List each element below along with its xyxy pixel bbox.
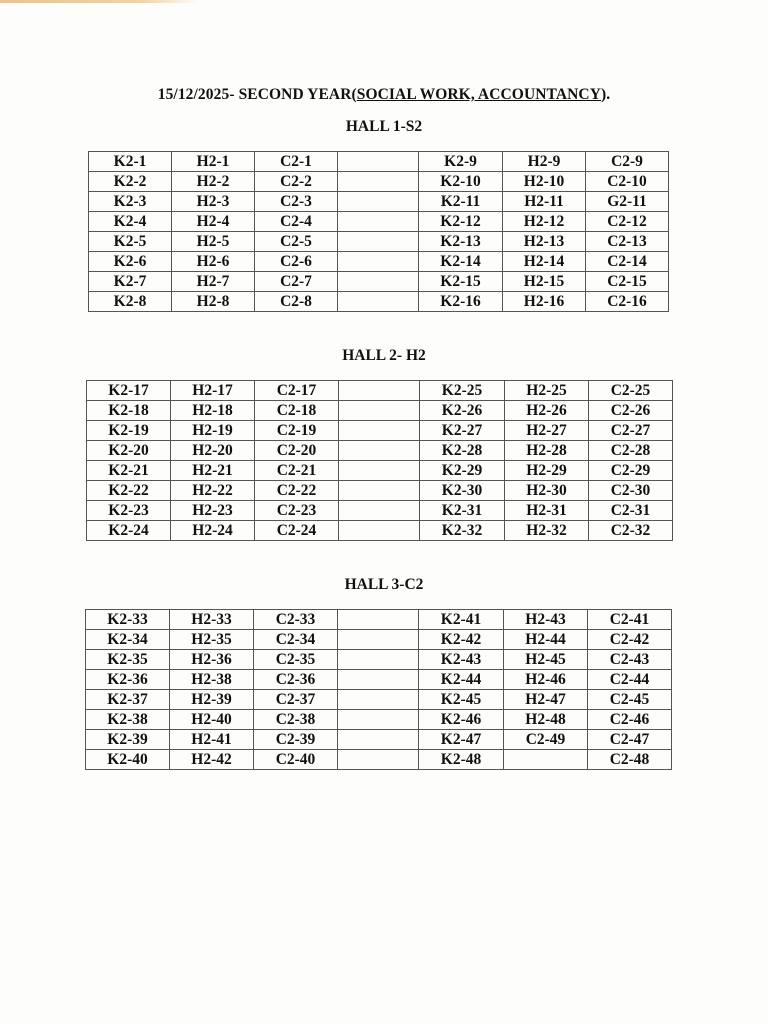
seat-cell: C2-40 bbox=[254, 750, 338, 770]
seat-cell: C2-25 bbox=[589, 381, 673, 401]
seat-cell: H2-2 bbox=[172, 172, 255, 192]
seat-cell: K2-3 bbox=[89, 192, 172, 212]
seat-cell: K2-9 bbox=[419, 152, 503, 172]
seat-cell: H2-11 bbox=[503, 192, 586, 212]
seat-cell: C2-38 bbox=[254, 710, 338, 730]
seat-cell: C2-18 bbox=[255, 401, 339, 421]
seat-cell: K2-35 bbox=[86, 650, 170, 670]
seat-cell: H2-10 bbox=[503, 172, 586, 192]
seat-cell: C2-34 bbox=[254, 630, 338, 650]
seat-cell: H2-26 bbox=[505, 401, 589, 421]
seat-cell: K2-48 bbox=[419, 750, 504, 770]
seat-cell: C2-39 bbox=[254, 730, 338, 750]
seat-cell: C2-31 bbox=[589, 501, 673, 521]
seat-cell: C2-30 bbox=[589, 481, 673, 501]
seat-cell: H2-39 bbox=[170, 690, 254, 710]
page-title-prefix: 15/12/2025- SECOND YEAR( bbox=[157, 86, 357, 103]
page-title-subjects: SOCIAL WORK, ACCOUNTANCY bbox=[356, 86, 602, 103]
seat-cell: H2-35 bbox=[170, 630, 254, 650]
separator-cell bbox=[339, 481, 420, 501]
seat-cell: K2-27 bbox=[420, 421, 505, 441]
seat-cell: H2-41 bbox=[170, 730, 254, 750]
seat-cell: C2-35 bbox=[254, 650, 338, 670]
table-row bbox=[87, 501, 673, 521]
seat-cell: H2-48 bbox=[504, 710, 588, 730]
seat-cell: K2-38 bbox=[86, 710, 170, 730]
seat-cell: H2-25 bbox=[505, 381, 589, 401]
separator-cell bbox=[338, 252, 419, 272]
seat-cell: K2-31 bbox=[420, 501, 505, 521]
seat-cell: C2-42 bbox=[588, 630, 672, 650]
hall-2-seating-table bbox=[86, 380, 673, 541]
seat-cell: H2-18 bbox=[171, 401, 255, 421]
seat-cell: C2-9 bbox=[586, 152, 669, 172]
seat-cell: K2-36 bbox=[86, 670, 170, 690]
seat-cell: C2-17 bbox=[255, 381, 339, 401]
seat-cell: C2-14 bbox=[586, 252, 669, 272]
seat-cell: H2-5 bbox=[172, 232, 255, 252]
table-row bbox=[87, 441, 673, 461]
seat-cell: H2-42 bbox=[170, 750, 254, 770]
table-row bbox=[89, 172, 669, 192]
table-row bbox=[89, 292, 669, 312]
table-row bbox=[86, 610, 672, 630]
seat-cell: H2-19 bbox=[171, 421, 255, 441]
seat-cell: H2-22 bbox=[171, 481, 255, 501]
seat-cell: K2-19 bbox=[87, 421, 171, 441]
table-row bbox=[89, 192, 669, 212]
seat-cell: C2-47 bbox=[588, 730, 672, 750]
table-row bbox=[87, 461, 673, 481]
seat-cell: H2-17 bbox=[171, 381, 255, 401]
separator-cell bbox=[338, 750, 419, 770]
seat-cell: H2-13 bbox=[503, 232, 586, 252]
seat-cell: H2-44 bbox=[504, 630, 588, 650]
seat-cell: C2-23 bbox=[255, 501, 339, 521]
separator-cell bbox=[338, 730, 419, 750]
seat-cell: C2-43 bbox=[588, 650, 672, 670]
seat-cell: C2-7 bbox=[255, 272, 338, 292]
separator-cell bbox=[339, 381, 420, 401]
seat-cell: H2-23 bbox=[171, 501, 255, 521]
seat-cell: C2-44 bbox=[588, 670, 672, 690]
seat-cell bbox=[504, 750, 588, 770]
table-row bbox=[86, 650, 672, 670]
seat-cell: C2-13 bbox=[586, 232, 669, 252]
seat-cell: K2-46 bbox=[419, 710, 504, 730]
seat-cell: C2-2 bbox=[255, 172, 338, 192]
seat-cell: H2-43 bbox=[504, 610, 588, 630]
separator-cell bbox=[338, 670, 419, 690]
seat-cell: K2-33 bbox=[86, 610, 170, 630]
seat-cell: K2-13 bbox=[419, 232, 503, 252]
seat-cell: H2-28 bbox=[505, 441, 589, 461]
separator-cell bbox=[338, 172, 419, 192]
seat-cell: C2-32 bbox=[589, 521, 673, 541]
seat-cell: C2-10 bbox=[586, 172, 669, 192]
seat-cell: H2-40 bbox=[170, 710, 254, 730]
seat-cell: K2-1 bbox=[89, 152, 172, 172]
seat-cell: K2-26 bbox=[420, 401, 505, 421]
table-row bbox=[87, 521, 673, 541]
seat-cell: K2-2 bbox=[89, 172, 172, 192]
seat-cell: C2-15 bbox=[586, 272, 669, 292]
seat-cell: H2-31 bbox=[505, 501, 589, 521]
seat-cell: K2-7 bbox=[89, 272, 172, 292]
seat-cell: K2-4 bbox=[89, 212, 172, 232]
seat-cell: C2-46 bbox=[588, 710, 672, 730]
seat-cell: K2-5 bbox=[89, 232, 172, 252]
seat-cell: C2-24 bbox=[255, 521, 339, 541]
seat-cell: H2-32 bbox=[505, 521, 589, 541]
table-row bbox=[86, 670, 672, 690]
seat-cell: K2-30 bbox=[420, 481, 505, 501]
seat-cell: C2-36 bbox=[254, 670, 338, 690]
seat-cell: C2-45 bbox=[588, 690, 672, 710]
seat-cell: K2-23 bbox=[87, 501, 171, 521]
seat-cell: H2-29 bbox=[505, 461, 589, 481]
seat-cell: K2-6 bbox=[89, 252, 172, 272]
seat-cell: H2-47 bbox=[504, 690, 588, 710]
seat-cell: H2-38 bbox=[170, 670, 254, 690]
seat-cell: K2-42 bbox=[419, 630, 504, 650]
table-row bbox=[89, 252, 669, 272]
seat-cell: H2-45 bbox=[504, 650, 588, 670]
seat-cell: G2-11 bbox=[586, 192, 669, 212]
seat-cell: H2-16 bbox=[503, 292, 586, 312]
seat-cell: C2-5 bbox=[255, 232, 338, 252]
seat-cell: K2-20 bbox=[87, 441, 171, 461]
seat-cell: C2-3 bbox=[255, 192, 338, 212]
hall-heading-1: HALL 1-S2 bbox=[345, 118, 423, 135]
seat-cell: K2-24 bbox=[87, 521, 171, 541]
table-row bbox=[89, 232, 669, 252]
seat-cell: C2-8 bbox=[255, 292, 338, 312]
seat-cell: C2-12 bbox=[586, 212, 669, 232]
seat-cell: K2-40 bbox=[86, 750, 170, 770]
seat-cell: C2-27 bbox=[589, 421, 673, 441]
seat-cell: C2-6 bbox=[255, 252, 338, 272]
seat-cell: K2-34 bbox=[86, 630, 170, 650]
seat-cell: H2-20 bbox=[171, 441, 255, 461]
seat-cell: H2-12 bbox=[503, 212, 586, 232]
seat-cell: C2-1 bbox=[255, 152, 338, 172]
seat-cell: H2-6 bbox=[172, 252, 255, 272]
seat-cell: K2-22 bbox=[87, 481, 171, 501]
separator-cell bbox=[338, 630, 419, 650]
seat-cell: K2-41 bbox=[419, 610, 504, 630]
seat-cell: C2-19 bbox=[255, 421, 339, 441]
seat-cell: H2-15 bbox=[503, 272, 586, 292]
separator-cell bbox=[338, 292, 419, 312]
table-row bbox=[89, 212, 669, 232]
seat-cell: H2-8 bbox=[172, 292, 255, 312]
page-title-suffix: ). bbox=[601, 86, 611, 103]
seat-cell: C2-49 bbox=[504, 730, 588, 750]
seat-cell: K2-17 bbox=[87, 381, 171, 401]
seat-cell: C2-26 bbox=[589, 401, 673, 421]
seat-cell: C2-16 bbox=[586, 292, 669, 312]
table-row bbox=[87, 381, 673, 401]
seat-cell: C2-21 bbox=[255, 461, 339, 481]
seat-cell: K2-25 bbox=[420, 381, 505, 401]
seat-cell: C2-41 bbox=[588, 610, 672, 630]
seat-cell: H2-33 bbox=[170, 610, 254, 630]
seat-cell: K2-32 bbox=[420, 521, 505, 541]
paper-edge-stain bbox=[0, 0, 200, 3]
seat-cell: H2-3 bbox=[172, 192, 255, 212]
separator-cell bbox=[338, 152, 419, 172]
seat-cell: K2-47 bbox=[419, 730, 504, 750]
seat-cell: C2-48 bbox=[588, 750, 672, 770]
seat-cell: K2-45 bbox=[419, 690, 504, 710]
page-title bbox=[0, 86, 768, 104]
hall-heading-3: HALL 3-C2 bbox=[344, 576, 424, 593]
table-row bbox=[86, 730, 672, 750]
separator-cell bbox=[339, 421, 420, 441]
seat-cell: K2-11 bbox=[419, 192, 503, 212]
separator-cell bbox=[338, 650, 419, 670]
separator-cell bbox=[338, 690, 419, 710]
separator-cell bbox=[339, 461, 420, 481]
seat-cell: H2-9 bbox=[503, 152, 586, 172]
seat-cell: C2-37 bbox=[254, 690, 338, 710]
table-row bbox=[86, 630, 672, 650]
separator-cell bbox=[339, 401, 420, 421]
table-row bbox=[87, 421, 673, 441]
seat-cell: H2-21 bbox=[171, 461, 255, 481]
seat-cell: H2-36 bbox=[170, 650, 254, 670]
seat-cell: H2-7 bbox=[172, 272, 255, 292]
seat-cell: K2-14 bbox=[419, 252, 503, 272]
separator-cell bbox=[339, 501, 420, 521]
separator-cell bbox=[338, 212, 419, 232]
separator-cell bbox=[338, 232, 419, 252]
seat-cell: K2-16 bbox=[419, 292, 503, 312]
separator-cell bbox=[339, 441, 420, 461]
seat-cell: K2-39 bbox=[86, 730, 170, 750]
seat-cell: K2-28 bbox=[420, 441, 505, 461]
seat-cell: C2-20 bbox=[255, 441, 339, 461]
seat-cell: C2-29 bbox=[589, 461, 673, 481]
seat-cell: C2-33 bbox=[254, 610, 338, 630]
seat-cell: K2-21 bbox=[87, 461, 171, 481]
seat-cell: C2-22 bbox=[255, 481, 339, 501]
seat-cell: K2-10 bbox=[419, 172, 503, 192]
table-row bbox=[89, 152, 669, 172]
hall-3-seating-table bbox=[85, 609, 672, 770]
seat-cell: K2-44 bbox=[419, 670, 504, 690]
seat-cell: H2-1 bbox=[172, 152, 255, 172]
seat-cell: K2-18 bbox=[87, 401, 171, 421]
seat-cell: K2-12 bbox=[419, 212, 503, 232]
hall-heading-2: HALL 2- H2 bbox=[342, 347, 426, 364]
seat-cell: H2-14 bbox=[503, 252, 586, 272]
seat-cell: C2-28 bbox=[589, 441, 673, 461]
seat-cell: H2-30 bbox=[505, 481, 589, 501]
seat-cell: H2-4 bbox=[172, 212, 255, 232]
separator-cell bbox=[339, 521, 420, 541]
seat-cell: K2-43 bbox=[419, 650, 504, 670]
seat-cell: K2-8 bbox=[89, 292, 172, 312]
table-row bbox=[86, 710, 672, 730]
seat-cell: H2-24 bbox=[171, 521, 255, 541]
seat-cell: H2-27 bbox=[505, 421, 589, 441]
separator-cell bbox=[338, 710, 419, 730]
seat-cell: C2-4 bbox=[255, 212, 338, 232]
separator-cell bbox=[338, 272, 419, 292]
table-row bbox=[86, 750, 672, 770]
seat-cell: K2-15 bbox=[419, 272, 503, 292]
table-row bbox=[86, 690, 672, 710]
separator-cell bbox=[338, 192, 419, 212]
hall-1-seating-table bbox=[88, 151, 669, 312]
table-row bbox=[89, 272, 669, 292]
seat-cell: K2-37 bbox=[86, 690, 170, 710]
seat-cell: K2-29 bbox=[420, 461, 505, 481]
table-row bbox=[87, 481, 673, 501]
separator-cell bbox=[338, 610, 419, 630]
table-row bbox=[87, 401, 673, 421]
seat-cell: H2-46 bbox=[504, 670, 588, 690]
